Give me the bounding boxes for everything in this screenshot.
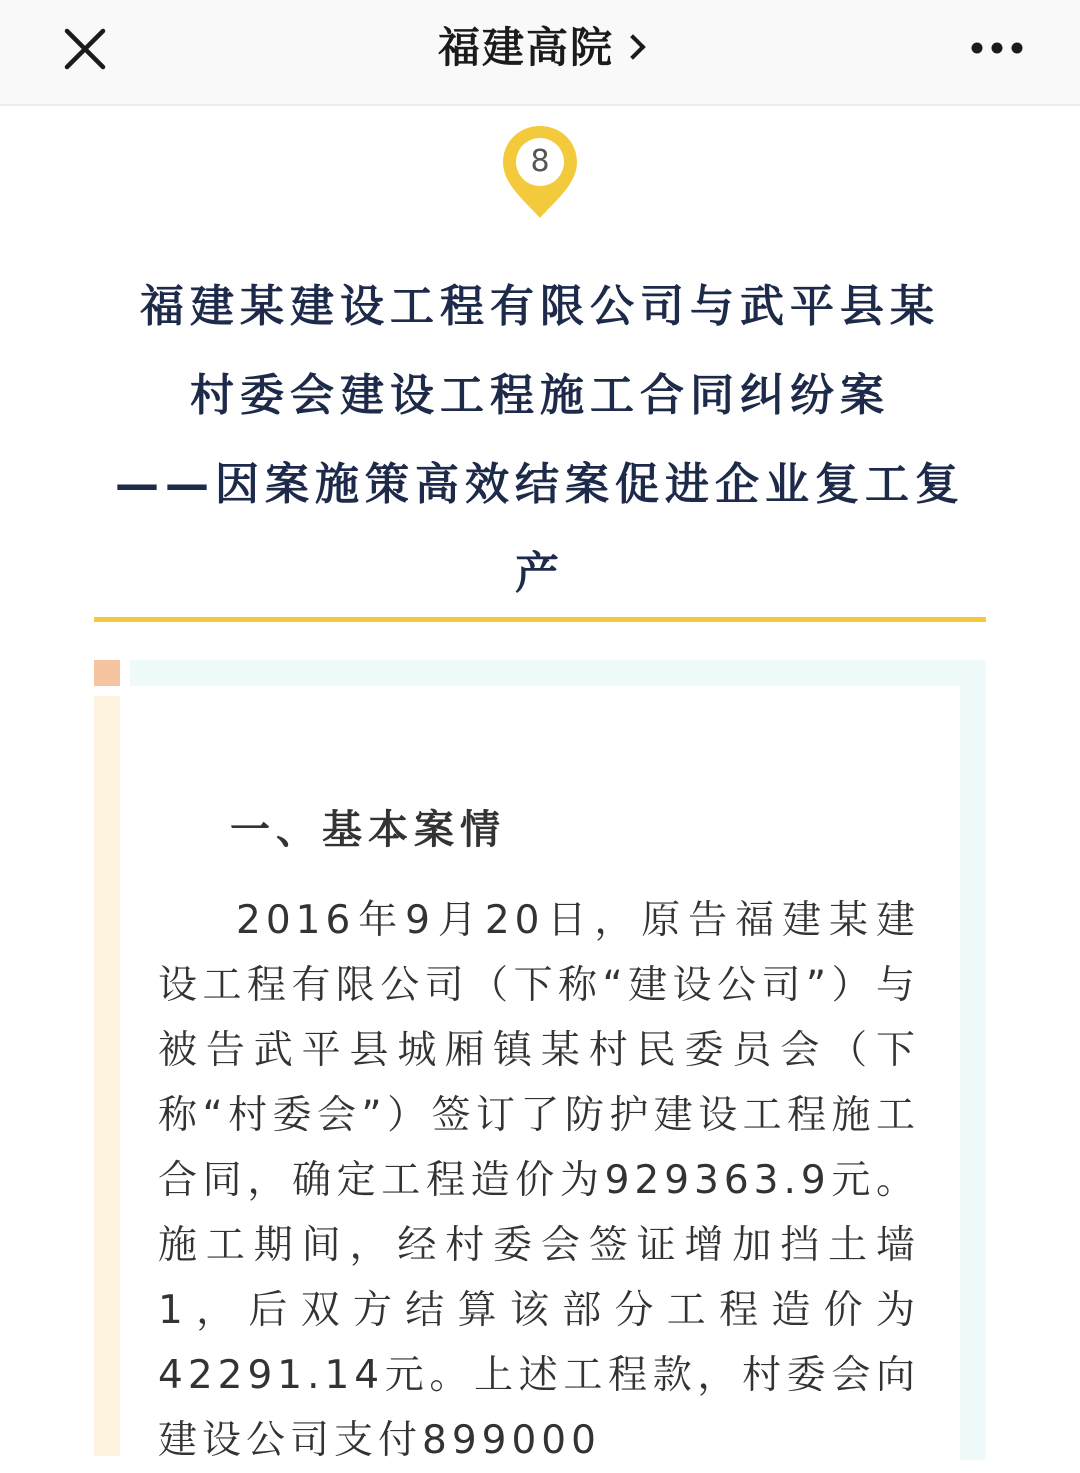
title-divider (94, 617, 986, 622)
account-title-link[interactable] (0, 20, 1080, 76)
decorative-side-bar (94, 696, 120, 1456)
section-heading: 一、基本案情 (230, 807, 506, 853)
article-title-line: 村委会建设工程施工合同纠纷案 (190, 370, 890, 421)
article-title-line: 福建某建设工程有限公司与武平县某 (140, 281, 940, 332)
top-navigation-bar (0, 0, 1080, 106)
article-title-line: ——因案施策高效结案促进企业复工复 (115, 459, 965, 510)
article-paragraph: 2016年9月20日，原告福建某建设工程有限公司（下称“建设公司”）与被告武平县城厢镇某村民委员会（下称“村委会”）签订了防护建设工程施工合同，确定工程造价为929363.9元。施工期间，经村委会签证增加挡土墙1，后双方结算该部分工程造价为42291.14元。上述工程款，村委会向建设公司支付899000 (158, 898, 920, 1463)
article-title-line: 产 (515, 548, 565, 599)
account-title-text: 福建高院 (437, 23, 614, 72)
decorative-square (94, 660, 120, 686)
more-horizontal-icon[interactable] (966, 28, 1028, 68)
case-number: 8 (530, 144, 550, 179)
article-title (100, 262, 980, 618)
chevron-right-icon (620, 34, 645, 59)
